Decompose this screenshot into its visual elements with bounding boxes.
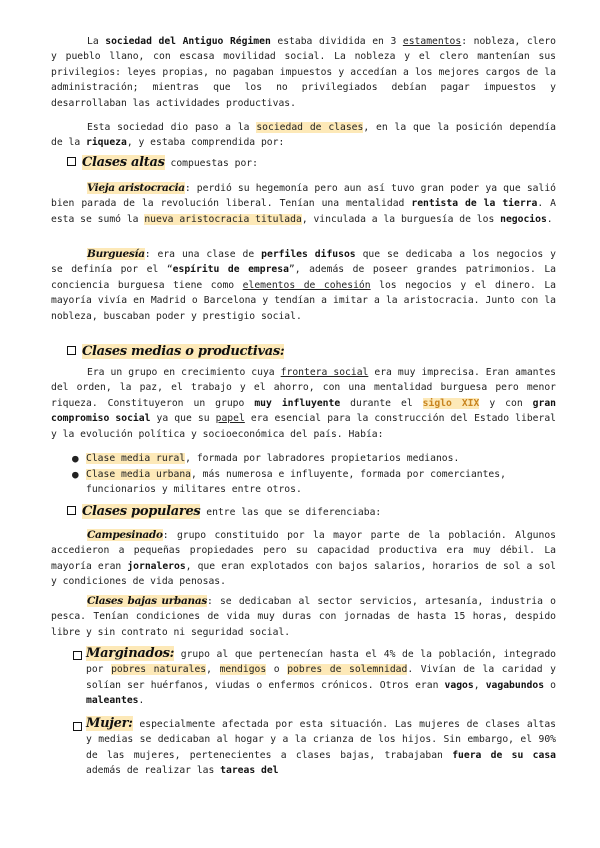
- checkbox-bullet-icon: [67, 506, 76, 515]
- list-item: Clase media rural, formada por labradores propietarios medianos.: [86, 453, 460, 464]
- checkbox-bullet-icon: [67, 157, 76, 166]
- subsection-label: Burguesía: [87, 248, 145, 260]
- bullet-dot-icon: ●: [72, 452, 79, 465]
- heading-clases-populares: Clases populares entre las que se diferenciaba:: [67, 504, 381, 520]
- vieja-aristocracia-paragraph: Vieja aristocracia: perdió su hegemonía pero aun así tuvo gran poder ya que salió bien parada de la revolución liberal. Tenían una mentalidad rentista de la tierra. A esta se sumó la nueva aristocracia titulada, vinculada a la burguesía de los negocios.: [51, 182, 556, 225]
- section-title: Clases altas: [82, 155, 165, 170]
- intro2-paragraph: Esta sociedad dio paso a la sociedad de clases, en la que la posición dependía de la riqueza, y estaba comprendida por:: [51, 122, 557, 149]
- subsection-label: Campesinado: [87, 529, 163, 541]
- section-title: Mujer:: [86, 716, 133, 731]
- heading-clases-medias: [67, 344, 284, 360]
- clases-medias-paragraph: Era un grupo en crecimiento cuya frontera social era muy imprecisa. Eran amantes del orden, la paz, el trabajo y el ahorro, con una mentalidad burguesa pero menor riqueza. Constituyeron un grupo muy influyente durante el siglo XIX y con gran compromiso social ya que su papel era esencial para la construcción del Estado liberal y la evolución política y socioeconómica del país. Había:: [51, 367, 557, 440]
- section-title: Clases populares: [82, 504, 201, 519]
- highlighted-term: nueva aristocracia titulada: [144, 213, 302, 225]
- checkbox-bullet-icon: [67, 346, 76, 355]
- marginados-paragraph: Marginados: grupo al que pertenecían hasta el 4% de la población, integrado por pobres naturales, mendigos o pobres de solemnidad. Vivían de la caridad y solían ser huérfanos, viudas o enfermos crónicos. Otros eran vagos, vagabundos o maleantes.: [86, 646, 557, 707]
- list-item: Clase media urbana, más numerosa e influyente, formada por comerciantes, funcionarios y militares entre otros.: [86, 469, 506, 496]
- subsection-label: Vieja aristocracia: [87, 182, 185, 194]
- checkbox-bullet-icon: [73, 722, 82, 731]
- highlighted-century: siglo XIX: [422, 397, 480, 409]
- section-title: Marginados:: [86, 646, 175, 661]
- mujer-paragraph: Mujer: especialmente afectada por esta situación. Las mujeres de clases altas y medias se dedicaban al hogar y a la crianza de los hijos. Sin embargo, el 90% de las mujeres, pertenecientes a clases bajas, trabajaban fuera de su casa además de realizar las tareas del: [86, 716, 556, 777]
- bold-term: sociedad del Antiguo Régimen: [105, 36, 271, 47]
- campesinado-paragraph: Campesinado: grupo constituido por la mayor parte de la población. Algunos accedieron a pequeñas propiedades pero su capacidad productiva era muy débil. La mayoría eran jornaleros, que eran explotados con bajos salarios, horarios de sol a sol y condiciones de vida penosas.: [51, 529, 556, 588]
- underlined-term: elementos de cohesión: [242, 279, 371, 291]
- section-title: Clases medias o productivas:: [82, 344, 285, 359]
- checkbox-bullet-icon: [73, 651, 82, 660]
- underlined-term: estamentos: [402, 36, 462, 47]
- burguesia-paragraph: Burguesía: era una clase de perfiles difusos que se dedicaba a los negocios y se definía por el “espíritu de empresa”, además de poseer grandes patrimonios. La conciencia burguesa tiene como elementos de cohesión los negocios y el dinero. La mayoría vivía en Madrid o Barcelona y tendían a imitar a la aristocracia. Junto con la nobleza, buscaban poder y prestigio social.: [51, 248, 557, 322]
- bullet-dot-icon: ●: [72, 468, 79, 481]
- intro-paragraph: La sociedad del Antiguo Régimen estaba dividida en 3 estamentos: nobleza, clero y pueblo llano, con escasa movilidad social. La nobleza y el clero mantenían sus privilegios: leyes propias, no pagaban impuestos y accedían a los mejores cargos de la administración; mientras que los no privilegiados debían pagar impuestos y desarrollaban las actividades productivas.: [51, 36, 557, 109]
- clases-bajas-paragraph: Clases bajas urbanas: se dedicaban al sector servicios, artesanía, industria o pesca. Tenían condiciones de vida muy duras con jornadas de hasta 15 horas, despido libre y sin contrato ni seguridad social.: [51, 595, 556, 638]
- bold-term: riqueza: [86, 137, 127, 149]
- heading-clases-altas: Clases altas compuestas por:: [67, 155, 258, 171]
- subsection-label: Clases bajas urbanas: [87, 595, 207, 607]
- highlighted-term: sociedad de clases: [256, 122, 364, 133]
